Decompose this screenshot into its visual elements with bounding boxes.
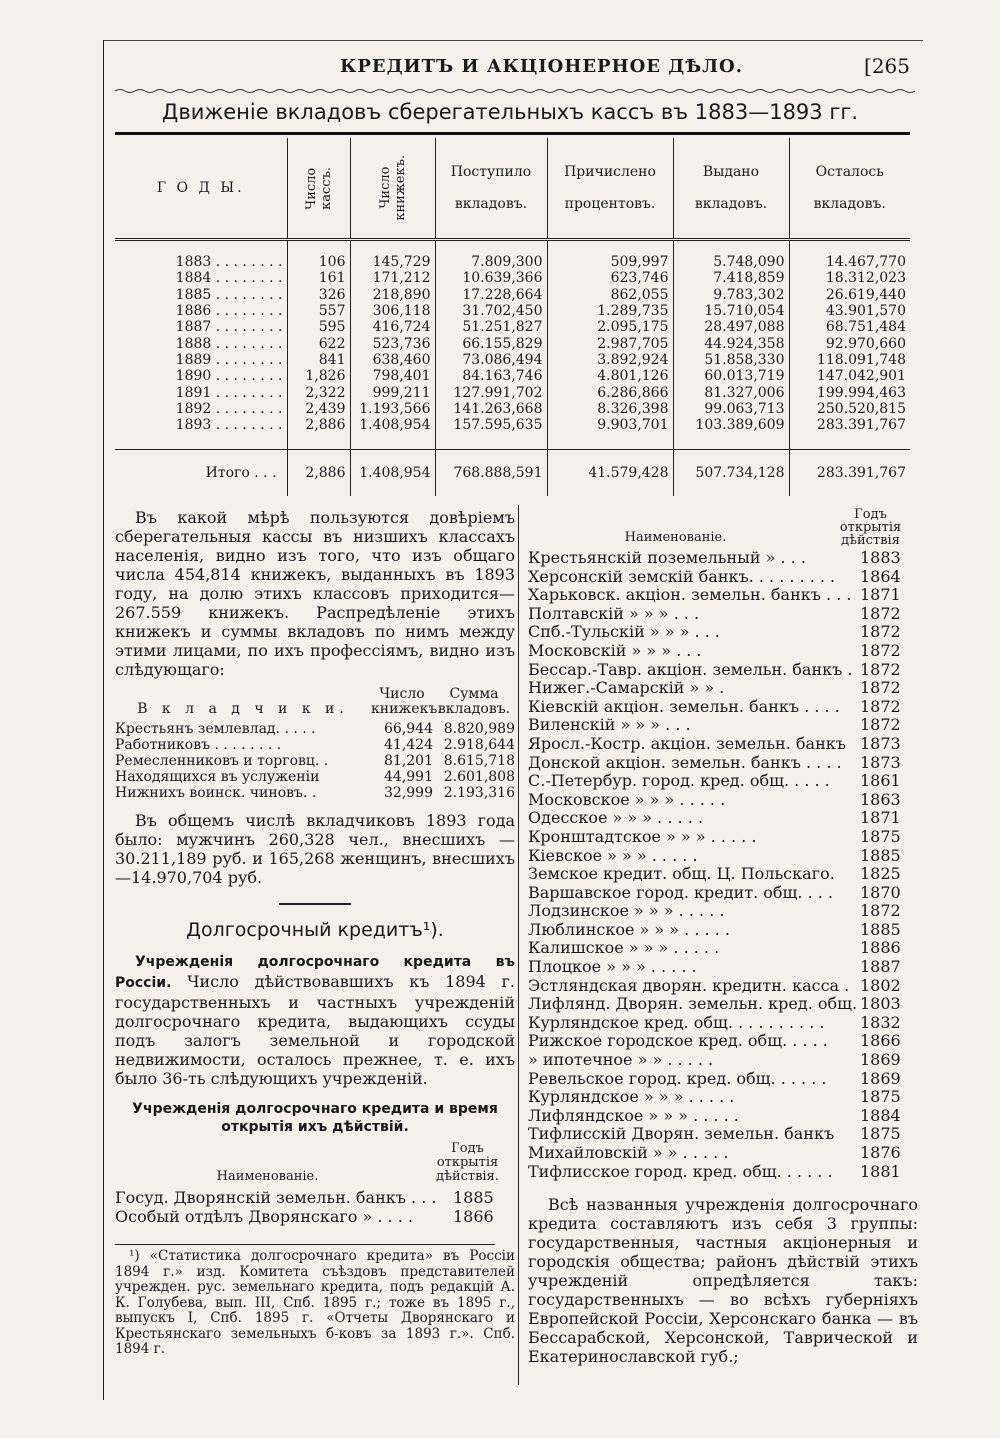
institution-year: 1825 [860,864,901,884]
institution-row [528,1107,918,1126]
cell-year: 1885 . . . . . . . . [175,286,283,303]
institution-row [528,939,918,958]
institution-name: Лифляндское » » » . . . . . [528,1106,739,1125]
cell-vydano: 99.063,713 [673,401,789,417]
institution-year: 1887 [860,957,901,977]
total-ostalos: 283.391,767 [789,450,910,497]
institution-row [528,865,918,884]
institution-year: 1866 [453,1207,494,1226]
institution-row [528,698,918,717]
table-row [115,270,910,286]
depositors-row [115,753,515,769]
institution-name: Нижег.-Самарскiй » » . [528,679,725,698]
table-row [115,335,910,351]
institution-row [528,586,918,605]
table-row [115,254,910,270]
institutions-subtitle: Учрежденiя долгосрочнаго кредита и время открытiя ихъ дѣйствiй. [132,1101,498,1135]
institutions-header-name: Наименованiе. [216,1169,319,1184]
depositors-count: 41,424 [384,737,433,753]
institution-year: 1883 [860,548,901,567]
depositors-sum: 8.615,718 [443,753,515,769]
institution-year: 1802 [860,975,901,995]
cell-ostalos: 26.619,440 [789,287,910,303]
depositors-header-sum: Сумма вкладовъ. [437,686,511,717]
cell-postupilo: 10.639,366 [435,270,547,286]
cell-postupilo: 31.702,450 [435,303,547,319]
institutions-header-right-name: Наименованiе. [624,530,727,545]
table-total-row [115,450,910,497]
page-border-top [103,40,923,41]
depositors-header-count: Число книжекъ. [371,686,442,717]
institution-name: Плоцкое » » » . . . . . [528,958,697,977]
cell-knizhki: 1.408,954 [350,417,435,433]
cell-prichisleno: 2.095,175 [547,319,673,335]
cell-year: 1888 . . . . . . . . [175,335,283,352]
cell-knizhki: 798,401 [350,368,435,384]
depositors-count: 32,999 [384,785,433,801]
institution-year: 1872 [860,622,901,642]
institution-year: 1872 [860,659,901,679]
table-row [115,368,910,384]
cell-knizhki: 145,729 [350,254,435,270]
institution-year: 1869 [860,1068,901,1088]
institution-year: 1872 [860,901,901,921]
cell-kassy: 2,439 [287,401,350,417]
depositors-name: Ремесленниковъ и торговц. . [115,753,329,769]
institution-row [528,958,918,977]
cell-vydano: 15.710,054 [673,303,789,319]
institution-name: Бессар.-Тавр. акцiон. земельн. банкъ . [528,660,853,679]
cell-vydano: 51.858,330 [673,352,789,368]
cell-prichisleno: 862,055 [547,287,673,303]
institution-name: Херсонскiй земскiй банкъ. . . . . . . . . [528,567,836,586]
table-row [115,384,910,400]
paragraph-depositors-gender: Въ общемъ числѣ вкладчиковъ 1893 года было: мужчинъ 260,328 чел., внесшихъ — 30.211,189 руб. и 165,268 женщинъ, внесшихъ—14.970,704 руб. [115,811,515,887]
institution-year: 1869 [860,1050,901,1070]
total-prichisleno: 41.579,428 [547,450,673,497]
institution-row [528,1070,918,1089]
cell-year: 1891 . . . . . . . . [175,384,283,401]
institution-name: Люблинское » » » . . . . . [528,920,730,939]
institution-name: Полтавскiй » » » . . . [528,604,700,623]
institution-row [115,1207,515,1226]
cell-year: 1887 . . . . . . . . [175,319,283,336]
total-vydano: 507.734,128 [673,450,789,497]
institution-row [528,754,918,773]
cell-kassy: 161 [287,270,350,286]
paragraph-lead: Учрежденiя долгосрочнаго кредита въ Россiи. [115,954,515,991]
institution-row [528,1144,918,1163]
cell-knizhki: 416,724 [350,319,435,335]
page-number: [265 [864,54,910,78]
cell-year: 1884 . . . . . . . . [175,270,283,287]
cell-ostalos: 43.901,570 [789,303,910,319]
cell-year: 1893 . . . . . . . . [175,417,283,434]
cell-knizhki: 523,736 [350,335,435,351]
institution-year: 1861 [860,771,901,791]
depositors-count: 44,991 [384,769,433,785]
total-knizhki: 1.408,954 [350,450,435,497]
institution-year: 1876 [860,1143,901,1162]
header-years: Г О Д Ы. [156,180,245,196]
total-kassy: 2,886 [287,450,350,497]
institution-year: 1885 [453,1188,494,1207]
cell-year: 1883 . . . . . . . . [175,254,283,271]
cell-postupilo: 7.809,300 [435,254,547,270]
institution-name: Михайловскiй » » . . . . . [528,1144,729,1162]
cell-vydano: 103.389,609 [673,417,789,433]
cell-kassy: 106 [287,254,350,270]
institution-year: 1885 [860,845,901,865]
institution-year: 1870 [860,882,901,902]
institution-name: Московскiй » » » . . . [528,641,702,660]
header-knizhki [350,138,435,240]
cell-knizhki: 638,460 [350,352,435,368]
institutions-header-left [115,1142,515,1184]
cell-vydano: 44.924,358 [673,335,789,351]
institution-name: Кiевскiй акцiон. земельн. банкъ . . . . [528,697,840,716]
depositors-row [115,785,515,801]
institution-name: Виленскiй » » » . . . [528,716,691,735]
institution-year: 1872 [860,678,901,698]
institution-year: 1884 [860,1105,901,1125]
institution-row [528,716,918,735]
table-row [115,401,910,417]
cell-kassy: 1,826 [287,368,350,384]
institution-year: 1871 [860,585,901,605]
institution-row [528,995,918,1014]
cell-prichisleno: 1.289,735 [547,303,673,319]
institutions-header-right-year: Годъ открытiя дѣйствiя [839,507,902,548]
institution-name: Крестьянскiй поземельный » . . . [528,549,806,567]
institution-row [528,661,918,680]
depositors-row [115,721,515,737]
cell-vydano: 81.327,006 [673,384,789,400]
depositors-sum: 8.820,989 [443,721,515,737]
institution-name: Варшавское город. кредит. общ. . . . [528,883,834,902]
running-head [110,52,910,82]
table-row [115,417,910,433]
institution-row [528,1088,918,1107]
cell-vydano: 5.748,090 [673,254,789,270]
institution-row [528,791,918,810]
institution-row [528,1163,918,1182]
institution-name: Лодзинское » » » . . . . . [528,902,725,921]
institution-year: 1863 [860,789,901,809]
footnote: ¹) «Статистика долгосрочнаго кредита» въ Россiи 1894 г.» изд. Комитета съѣздовъ представителей учрежден. рус. земельнаго кредита, подъ редакцiй А. К. Голубева, вып. III, Спб. 1895 г.; тоже въ 1895 г., выпускъ I, Спб. 1895 г. «Отчеты Дворянскаго и Крестьянскаго земельныхъ б-ковъ за 1893 г.». Спб. 1894 г. [115,1248,515,1357]
paragraph-institutions-text: Число дѣйствовавшихъ къ 1894 г. государственныхъ и частныхъ учрежденiй долгосрочнаго кредита, выдающихъ ссуды подъ залогъ земельной и городской недвижимости, осталось прежнее, т. е. ихъ было 36-ть слѣдующихъ учрежденiй. [115,972,515,1088]
institution-year: 1881 [860,1161,901,1181]
institution-row [528,772,918,791]
institution-name: Кiевское » » » . . . . . [528,846,698,865]
table-row [115,319,910,335]
page-border-left [103,40,104,1400]
cell-postupilo: 141.263,668 [435,401,547,417]
table-row [115,287,910,303]
depositors-table [115,721,515,801]
depositors-name: Нижнихъ воинск. чиновъ. . [115,785,317,801]
cell-ostalos: 147.042,901 [789,368,910,384]
header-kassy [287,138,350,240]
institution-row [528,1014,918,1033]
cell-knizhki: 1.193,566 [350,401,435,417]
institutions-header-right [528,508,918,547]
institution-name: Харьковск. акцiон. земельн. банкъ . . . [528,586,852,605]
institution-year: 1832 [860,1012,901,1032]
cell-prichisleno: 2.987,705 [547,335,673,351]
institution-year: 1864 [860,566,901,586]
header-postupilo: Поступило вкладовъ. [435,138,547,240]
cell-ostalos: 18.312,023 [789,270,910,286]
cell-kassy: 2,322 [287,384,350,400]
institution-year: 1875 [860,826,901,846]
table-top-rule [115,132,910,135]
institution-name: Тифлисское город. кред. общ. . . . . . [528,1162,833,1181]
cell-vydano: 7.418,859 [673,270,789,286]
institution-name: Лифлянд. Дворян. земельн. кред. общ. [528,995,858,1014]
cell-kassy: 622 [287,335,350,351]
right-column [528,508,918,1366]
cell-postupilo: 127.991,702 [435,384,547,400]
cell-prichisleno: 509,997 [547,254,673,270]
institution-name: Яросл.-Костр. акцiон. земельн. банкъ [528,734,846,753]
cell-knizhki: 218,890 [350,287,435,303]
cell-ostalos: 199.994,463 [789,384,910,400]
institution-name: Калишское » » » . . . . . [528,939,720,958]
institution-row [528,828,918,847]
cell-prichisleno: 9.903,701 [547,417,673,433]
institution-row [528,605,918,624]
institution-row [528,921,918,940]
cell-postupilo: 51.251,827 [435,319,547,335]
institution-name: Кронштадтское » » » . . . . . [528,827,757,846]
institution-year: 1803 [860,994,901,1014]
cell-postupilo: 66.155,829 [435,335,547,351]
institution-row [528,642,918,661]
cell-year: 1886 . . . . . . . . [175,303,283,320]
cell-prichisleno: 8.326,398 [547,401,673,417]
depositors-header-name: В к л а д ч и к и. [137,701,349,717]
running-title: КРЕДИТЪ И АКЦIОНЕРНОЕ ДѢЛО. [340,56,743,77]
paragraph-depositors-intro: Въ какой мѣрѣ пользуются довѣрiемъ сберегательныя кассы въ низшихъ классахъ населенiя, видно изъ того, что изъ общаго числа 454,814 книжекъ, выданныхъ въ 1893 году, на долю этихъ классовъ приходится—267.559 книжекъ. Распредѣленiе этихъ книжекъ и суммы вкладовъ по нимъ между этими лицами, по ихъ профессiямъ, видно изъ слѣдующаго: [115,508,515,679]
total-postupilo: 768.888,591 [435,450,547,497]
depositors-name: Крестьянъ землевлад. . . . . [115,721,316,737]
cell-kassy: 557 [287,303,350,319]
table-row [115,352,910,368]
institution-row [528,809,918,828]
header-kassy-text: Число кассъ. [303,166,334,210]
wavy-rule [115,88,915,94]
institution-name: Ревельское город. кред. общ. . . . . . [528,1069,827,1088]
cell-ostalos: 14.467,770 [789,254,910,270]
paragraph-institutions-intro [115,951,515,1088]
institution-name: Тифлисскiй Дворян. земельн. банкъ [528,1125,835,1144]
institution-year: 1873 [860,752,901,772]
institution-year: 1886 [860,938,901,958]
institution-name: Одесское » » » . . . . . [528,809,703,828]
institution-year: 1866 [860,1031,901,1051]
depositors-table-header [115,687,515,717]
institution-year: 1872 [860,640,901,660]
depositors-row [115,737,515,753]
institution-name: Курляндское кред. общ. . . . . . . . . . [528,1013,825,1032]
footnote-rule [115,1244,495,1245]
cell-prichisleno: 3.892,924 [547,352,673,368]
institution-name: Курляндское » » » . . . . . [528,1088,735,1107]
cell-ostalos: 92.970,660 [789,335,910,351]
cell-ostalos: 118.091,748 [789,352,910,368]
cell-ostalos: 250.520,815 [789,401,910,417]
cell-vydano: 28.497,088 [673,319,789,335]
institution-year: 1872 [860,603,901,623]
header-vydano: Выдано вкладовъ. [673,138,789,240]
cell-kassy: 2,886 [287,417,350,433]
depositors-sum: 2.193,316 [443,785,515,801]
depositors-sum: 2.918,644 [443,737,515,753]
total-label: Итого . . . [115,450,287,497]
institution-row [528,977,918,996]
institution-name: С.-Петербур. город. кред. общ. . . . . [528,772,830,791]
institution-row [528,735,918,754]
depositors-row [115,769,515,785]
institution-name: » ипотечное » » . . . . . [528,1051,714,1070]
depositors-count: 81,201 [384,753,433,769]
institution-name: Московское » » » . . . . . [528,790,726,809]
left-column [115,508,515,1358]
institution-row [528,847,918,866]
table-title: Движенiе вкладовъ сберегательныхъ кассъ въ 1883—1893 гг. [161,100,859,124]
cell-year: 1890 . . . . . . . . [175,368,283,385]
cell-prichisleno: 6.286,866 [547,384,673,400]
cell-knizhki: 171,212 [350,270,435,286]
institution-year: 1871 [860,808,901,828]
cell-postupilo: 84.163,746 [435,368,547,384]
depositors-name: Находящихся въ услуженiи [115,769,320,785]
table-header-row [115,138,910,240]
cell-kassy: 326 [287,287,350,303]
institution-row [528,549,918,568]
savings-table [115,138,910,496]
institution-name: Эстляндская дворян. кредитн. касса . [528,976,850,995]
cell-ostalos: 283.391,767 [789,417,910,433]
institution-row [115,1188,515,1207]
institution-row [528,623,918,642]
institution-row [528,1051,918,1070]
institutions-list-right [528,549,918,1181]
cell-kassy: 841 [287,352,350,368]
institution-year: 1873 [860,733,901,753]
section-title-long-term-credit: Долгосрочный кредитъ¹). [186,919,444,941]
institution-year: 1872 [860,696,901,716]
institution-year: 1872 [860,715,901,735]
institution-name: Спб.-Тульскiй » » » . . . [528,623,720,642]
paragraph-institution-groups: Всѣ названныя учрежденiя долгосрочнаго кредита составляютъ изъ себя 3 группы: государственныя, частныя акцiонерныя и городскiя общества; районъ дѣйствiй этихъ учрежденiй опредѣляется такъ: государственныхъ — во всѣхъ губернiяхъ Европейской Россiи, Херсонскаго банка — въ Бессарабской, Херсонской, Таврической и Екатеринославской губ.; [528,1195,918,1367]
institution-row [528,902,918,921]
institution-row [528,1125,918,1144]
institution-name: Госуд. Дворянскiй земельн. банкъ . . . [115,1188,437,1207]
institution-name: Донской акцiон. земельн. банкъ . . . . [528,753,842,772]
cell-prichisleno: 4.801,126 [547,368,673,384]
cell-knizhki: 999,211 [350,384,435,400]
institution-row [528,568,918,587]
cell-vydano: 9.783,302 [673,287,789,303]
cell-year: 1892 . . . . . . . . [175,400,283,417]
cell-prichisleno: 623,746 [547,270,673,286]
header-knizhki-text: Число книжекъ. [377,155,408,221]
institution-year: 1875 [860,1124,901,1144]
institution-name: Земское кредит. общ. Ц. Польскаго. [528,865,835,884]
cell-postupilo: 73.086,494 [435,352,547,368]
table-row [115,303,910,319]
cell-vydano: 60.013,719 [673,368,789,384]
cell-kassy: 595 [287,319,350,335]
cell-knizhki: 306,118 [350,303,435,319]
section-divider [279,903,351,905]
institution-year: 1875 [860,1087,901,1107]
depositors-sum: 2.601,808 [443,769,515,785]
institution-name: Особый отдѣлъ Дворянскаго » . . . . [115,1207,413,1226]
depositors-count: 66,944 [384,721,433,737]
column-divider [518,505,519,1385]
institution-row [528,1032,918,1051]
institutions-list-left [115,1188,515,1226]
depositors-name: Работниковъ . . . . . . . . [115,737,282,753]
institution-row [528,884,918,903]
header-prichisleno: Причислено процентовъ. [547,138,673,240]
header-ostalos: Осталось вкладовъ. [789,138,910,240]
cell-postupilo: 17.228,664 [435,287,547,303]
cell-postupilo: 157.595,635 [435,417,547,433]
institution-row [528,679,918,698]
cell-ostalos: 68.751,484 [789,319,910,335]
cell-year: 1889 . . . . . . . . [175,351,283,368]
institution-year: 1885 [860,919,901,939]
institutions-header-year: Годъ открытiя дѣйствiя. [436,1141,499,1184]
institution-name: Рижское городское кред. общ. . . . . [528,1032,828,1051]
